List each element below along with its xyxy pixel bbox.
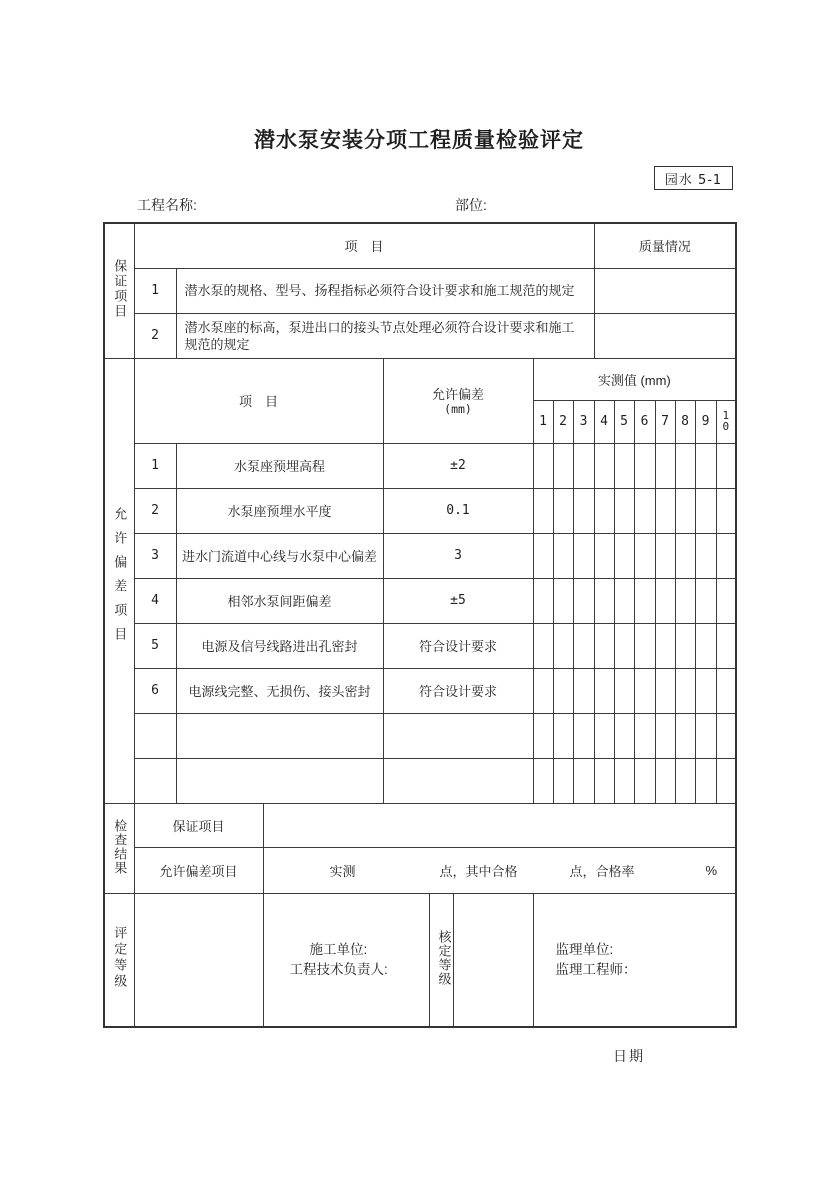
- result-side-label: 检查结果: [112, 818, 128, 875]
- measured-value-cell: [553, 488, 573, 533]
- measured-value-cell: [614, 758, 634, 803]
- deviation-row-5: [104, 623, 736, 668]
- form-code-box: [654, 166, 733, 190]
- deviation-row-1: [104, 443, 736, 488]
- result-qualified-label: 点，其中合格: [439, 863, 518, 879]
- measured-value-cell: [675, 623, 695, 668]
- measured-col-8: 8: [675, 400, 695, 443]
- measured-value-cell: [553, 578, 573, 623]
- measured-value-cell: [634, 578, 655, 623]
- measured-value-cell: [594, 758, 614, 803]
- measured-value-cell: [573, 488, 594, 533]
- verify-grade-label: 核定等级: [436, 930, 452, 987]
- measured-value-cell: [573, 758, 594, 803]
- measured-value-cell: [614, 488, 634, 533]
- deviation-row-3: [104, 533, 736, 578]
- tech-lead-label: 工程技术负责人:: [289, 961, 388, 977]
- date-label: 日期: [613, 1048, 645, 1064]
- measured-value-cell: [614, 578, 634, 623]
- measured-values-header: 实测值 (mm): [533, 358, 736, 400]
- verify-grade-blank-cell: [453, 893, 533, 1027]
- deviation-row-tolerance: 符合设计要求: [383, 668, 533, 713]
- measured-value-cell: [655, 443, 675, 488]
- deviation-header-row: [104, 358, 736, 400]
- deviation-row-item: 电源线完整、无损伤、接头密封: [176, 668, 383, 713]
- guarantee-side-label-cell: [104, 223, 134, 358]
- measured-value-cell: [573, 668, 594, 713]
- measured-value-cell: [533, 533, 553, 578]
- deviation-row-item: 水泵座预埋高程: [176, 443, 383, 488]
- measured-value-cell: [553, 623, 573, 668]
- measured-value-cell: [695, 758, 716, 803]
- deviation-row-item: 电源及信号线路进出孔密封: [176, 623, 383, 668]
- measured-value-cell: [614, 623, 634, 668]
- builder-label: 施工单位:: [309, 941, 368, 957]
- measured-value-cell: [675, 668, 695, 713]
- deviation-row-number: 1: [134, 443, 176, 488]
- measured-value-cell: [553, 533, 573, 578]
- measured-value-cell: [716, 578, 736, 623]
- measured-value-cell: [594, 488, 614, 533]
- deviation-side-label-cell: [104, 358, 134, 803]
- measured-value-cell: [634, 623, 655, 668]
- measured-value-cell: [675, 488, 695, 533]
- deviation-row-7: [104, 713, 736, 758]
- measured-value-cell: [695, 443, 716, 488]
- measured-value-cell: [655, 713, 675, 758]
- deviation-item-header: 项 目: [134, 358, 383, 443]
- measured-value-cell: [675, 713, 695, 758]
- measured-value-cell: [695, 713, 716, 758]
- measured-value-cell: [573, 578, 594, 623]
- deviation-row-2: [104, 488, 736, 533]
- measured-col-1: 1: [533, 400, 553, 443]
- measured-value-cell: [695, 533, 716, 578]
- result-guarantee-label: 保证项目: [134, 803, 263, 847]
- guarantee-row-number: 2: [134, 313, 176, 358]
- quality-status-cell: [594, 268, 736, 313]
- deviation-row-8: [104, 758, 736, 803]
- measured-value-cell: [553, 758, 573, 803]
- supervisor-unit-label: 监理单位:: [555, 941, 614, 957]
- grade-blank-cell: [134, 893, 263, 1027]
- deviation-row-tolerance: [383, 758, 533, 803]
- deviation-side-label: 允许偏差项目: [112, 507, 128, 651]
- deviation-row-number: 2: [134, 488, 176, 533]
- guarantee-side-label: 保证项目: [112, 259, 128, 320]
- form-code: 园水 5-1: [664, 172, 723, 188]
- measured-value-cell: [695, 668, 716, 713]
- measured-value-cell: [716, 713, 736, 758]
- measured-value-cell: [573, 623, 594, 668]
- measured-value-cell: [695, 623, 716, 668]
- result-deviation-row: [104, 847, 736, 893]
- measured-value-cell: [594, 713, 614, 758]
- result-deviation-line: [264, 861, 736, 880]
- measured-value-cell: [675, 443, 695, 488]
- deviation-row-6: [104, 668, 736, 713]
- deviation-row-tolerance: ±2: [383, 443, 533, 488]
- measured-value-cell: [533, 578, 553, 623]
- guarantee-row-1: [104, 268, 736, 313]
- measured-value-cell: [655, 623, 675, 668]
- guarantee-row-text: 潜水泵座的标高，泵进出口的接头节点处理必须符合设计要求和施工规范的规定: [176, 313, 594, 358]
- supervisor-engineer-label: 监理工程师：: [555, 961, 637, 977]
- measured-value-cell: [634, 443, 655, 488]
- measured-value-cell: [553, 443, 573, 488]
- quality-status-header: 质量情况: [594, 223, 736, 268]
- measured-col-2: 2: [553, 400, 573, 443]
- measured-col-9: 9: [695, 400, 716, 443]
- result-side-label-cell: [104, 803, 134, 893]
- measured-value-cell: [573, 443, 594, 488]
- measured-value-cell: [675, 533, 695, 578]
- result-guarantee-value: [263, 803, 736, 847]
- measured-col-7: 7: [655, 400, 675, 443]
- measured-col-10: 10: [716, 400, 736, 443]
- deviation-row-number: 3: [134, 533, 176, 578]
- measured-value-cell: [533, 758, 553, 803]
- deviation-row-number: 6: [134, 668, 176, 713]
- measured-value-cell: [716, 668, 736, 713]
- measured-value-cell: [695, 488, 716, 533]
- measured-col-3: 3: [573, 400, 594, 443]
- measured-value-cell: [716, 758, 736, 803]
- deviation-row-item: [176, 713, 383, 758]
- measured-value-cell: [675, 758, 695, 803]
- measured-value-cell: [573, 713, 594, 758]
- measured-col-6: 6: [634, 400, 655, 443]
- measured-col-4: 4: [594, 400, 614, 443]
- result-deviation-value: [263, 847, 736, 893]
- measured-col-5: 5: [614, 400, 634, 443]
- page-title: 潜水泵安装分项工程质量检验评定: [254, 129, 584, 152]
- measured-value-cell: [716, 443, 736, 488]
- deviation-row-tolerance: 3: [383, 533, 533, 578]
- measured-value-cell: [594, 578, 614, 623]
- deviation-row-4: [104, 578, 736, 623]
- measured-value-cell: [594, 533, 614, 578]
- measured-value-cell: [594, 668, 614, 713]
- deviation-row-tolerance: 符合设计要求: [383, 623, 533, 668]
- tolerance-header-line2: (mm): [444, 401, 472, 416]
- measured-value-cell: [716, 488, 736, 533]
- measured-value-cell: [716, 623, 736, 668]
- measured-value-cell: [655, 668, 675, 713]
- quality-status-cell: [594, 313, 736, 358]
- deviation-row-item: 相邻水泵间距偏差: [176, 578, 383, 623]
- result-pass-rate-label: 点，合格率: [569, 863, 635, 879]
- measured-value-cell: [553, 713, 573, 758]
- deviation-row-number: [134, 713, 176, 758]
- grade-side-label: 评定等级: [112, 926, 128, 991]
- measured-value-cell: [594, 443, 614, 488]
- result-deviation-label: 允许偏差项目: [134, 847, 263, 893]
- measured-value-cell: [533, 443, 553, 488]
- measured-value-cell: [553, 668, 573, 713]
- supervisor-cell: [533, 893, 736, 1027]
- measured-value-cell: [655, 488, 675, 533]
- measured-value-cell: [716, 533, 736, 578]
- measured-value-cell: [655, 758, 675, 803]
- measured-value-cell: [614, 533, 634, 578]
- measured-value-cell: [675, 578, 695, 623]
- guarantee-row-2: [104, 313, 736, 358]
- deviation-row-item: 水泵座预埋水平度: [176, 488, 383, 533]
- deviation-row-item: [176, 758, 383, 803]
- guarantee-row-number: 1: [134, 268, 176, 313]
- measured-value-cell: [533, 488, 553, 533]
- measured-value-cell: [634, 758, 655, 803]
- measured-value-cell: [655, 533, 675, 578]
- measured-value-cell: [634, 533, 655, 578]
- deviation-row-number: 5: [134, 623, 176, 668]
- result-measured-label: 实测: [329, 863, 356, 879]
- tolerance-header-line1: 允许偏差: [431, 386, 484, 402]
- guarantee-item-header: 项 目: [134, 223, 594, 268]
- deviation-row-item: 进水门流道中心线与水泵中心偏差: [176, 533, 383, 578]
- project-name-label: 工程名称:: [137, 197, 197, 213]
- grade-side-label-cell: [104, 893, 134, 1027]
- deviation-row-number: [134, 758, 176, 803]
- measured-value-cell: [614, 443, 634, 488]
- builder-cell: [263, 893, 429, 1027]
- measured-value-cell: [634, 713, 655, 758]
- result-guarantee-row: [104, 803, 736, 847]
- guarantee-header-row: [104, 223, 736, 268]
- deviation-row-tolerance: [383, 713, 533, 758]
- measured-value-cell: [533, 713, 553, 758]
- grade-row: [104, 893, 736, 1027]
- deviation-row-number: 4: [134, 578, 176, 623]
- result-percent-sign: %: [705, 862, 718, 878]
- tolerance-header: [383, 358, 533, 443]
- measured-value-cell: [533, 623, 553, 668]
- measured-value-cell: [573, 533, 594, 578]
- measured-value-cell: [614, 668, 634, 713]
- measured-value-cell: [695, 578, 716, 623]
- location-label: 部位:: [455, 197, 487, 213]
- inspection-form-table: [103, 222, 737, 1028]
- deviation-row-tolerance: ±5: [383, 578, 533, 623]
- measured-value-cell: [594, 623, 614, 668]
- deviation-row-tolerance: 0.1: [383, 488, 533, 533]
- measured-value-cell: [614, 713, 634, 758]
- measured-value-cell: [634, 488, 655, 533]
- verify-grade-label-cell: [429, 893, 453, 1027]
- measured-value-cell: [533, 668, 553, 713]
- measured-value-cell: [655, 578, 675, 623]
- measured-value-cell: [634, 668, 655, 713]
- guarantee-row-text: 潜水泵的规格、型号、扬程指标必须符合设计要求和施工规范的规定: [176, 268, 594, 313]
